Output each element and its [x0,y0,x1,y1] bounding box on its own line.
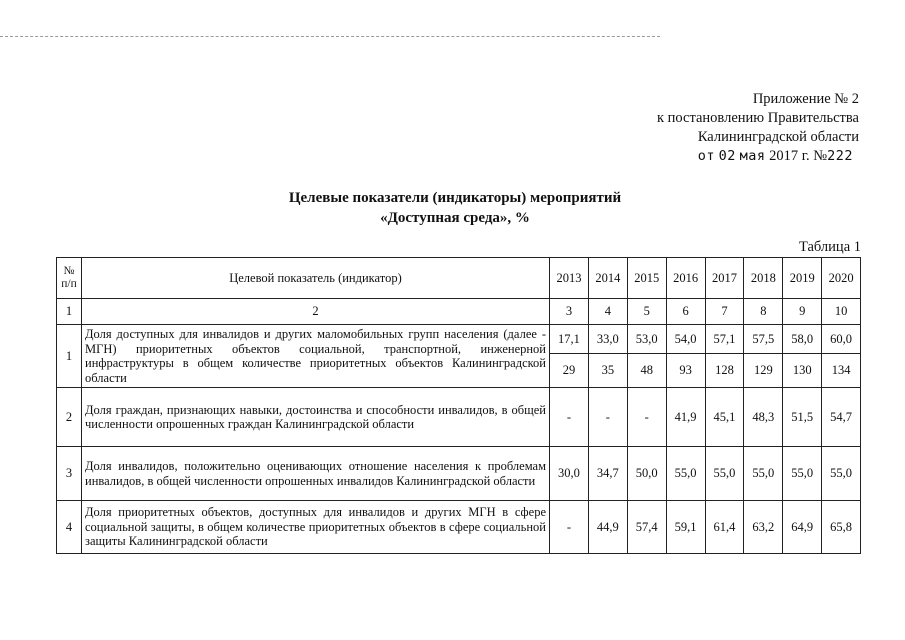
column-number: 8 [744,299,783,325]
value-cell: 50,0 [627,447,666,501]
count-cell: 48 [627,354,666,388]
value-cell: 63,2 [744,501,783,554]
header-year: 2019 [783,258,822,299]
value-cell: 55,0 [666,447,705,501]
value-cell: - [550,388,589,447]
appendix-line-3: Калининградской области [697,129,859,145]
title-line-1: Целевые показатели (индикаторы) мероприятий [288,190,622,206]
value-cell: 55,0 [705,447,744,501]
column-number: 6 [666,299,705,325]
column-numbers-row [57,299,861,325]
date-month: мая [739,148,766,164]
table-label: Таблица 1 [798,239,861,255]
count-cell: 130 [783,354,822,388]
header-year: 2020 [822,258,861,299]
indicator-name: Доля приоритетных объектов, доступных для инвалидов и других МГН в сфере социальной защиты, в общем количестве приоритетных объектов в сфере социальной защиты Калининградской области [82,501,550,554]
row-number: 2 [57,388,82,447]
value-cell: 45,1 [705,388,744,447]
scan-edge-line [0,36,660,37]
value-cell: 54,0 [666,325,705,354]
value-cell: 44,9 [588,501,627,554]
row-number: 4 [57,501,82,554]
count-cell: 35 [588,354,627,388]
count-cell: 29 [550,354,589,388]
value-cell: 64,9 [783,501,822,554]
value-cell: 55,0 [744,447,783,501]
value-cell: 57,1 [705,325,744,354]
decree-date [559,147,859,166]
column-number: 1 [57,299,82,325]
table-row [57,325,861,354]
header-indicator: Целевой показатель (индикатор) [82,258,550,299]
count-cell: 129 [744,354,783,388]
value-cell: 30,0 [550,447,589,501]
value-cell: 59,1 [666,501,705,554]
value-cell: 48,3 [744,388,783,447]
value-cell: - [588,388,627,447]
column-number: 5 [627,299,666,325]
value-cell: 55,0 [783,447,822,501]
date-day: 02 [718,148,736,164]
header-year: 2016 [666,258,705,299]
table-row [57,447,861,501]
value-cell: 33,0 [588,325,627,354]
value-cell: 65,8 [822,501,861,554]
appendix-line-1: Приложение № 2 [752,91,859,107]
value-cell: 51,5 [783,388,822,447]
header-year: 2014 [588,258,627,299]
value-cell: 17,1 [550,325,589,354]
document-title [150,188,760,228]
row-number: 1 [57,325,82,388]
indicator-name: Доля граждан, признающих навыки, достоинства и способности инвалидов, в общей численности опрошенных граждан Калининградской области [82,388,550,447]
column-number: 9 [783,299,822,325]
value-cell: - [550,501,589,554]
column-number: 4 [588,299,627,325]
value-cell: 61,4 [705,501,744,554]
count-cell: 128 [705,354,744,388]
column-number: 2 [82,299,550,325]
row-number: 3 [57,447,82,501]
appendix-line-2: к постановлению Правительства [657,110,859,126]
header-year: 2015 [627,258,666,299]
table-header-row [57,258,861,299]
value-cell: 57,4 [627,501,666,554]
header-year: 2018 [744,258,783,299]
indicator-name: Доля доступных для инвалидов и других маломобильных групп населения (далее - МГН) приоритетных объектов социальной, транспортной, инженерной инфраструктуры в общем количестве приоритетных объектов Калининградской области [82,325,550,388]
table-row [57,388,861,447]
column-number: 7 [705,299,744,325]
title-line-2: «Доступная среда», % [380,210,530,226]
value-cell: - [627,388,666,447]
table-row [57,501,861,554]
header-year: 2017 [705,258,744,299]
indicator-name: Доля инвалидов, положительно оценивающих отношение населения к проблемам инвалидов, в общей численности опрошенных инвалидов Калининградской области [82,447,550,501]
indicators-table [56,257,861,554]
appendix-header [559,90,859,166]
count-cell: 134 [822,354,861,388]
value-cell: 60,0 [822,325,861,354]
value-cell: 41,9 [666,388,705,447]
count-cell: 93 [666,354,705,388]
value-cell: 55,0 [822,447,861,501]
value-cell: 34,7 [588,447,627,501]
value-cell: 54,7 [822,388,861,447]
value-cell: 57,5 [744,325,783,354]
header-number: № п/п [57,258,82,299]
column-number: 3 [550,299,589,325]
value-cell: 58,0 [783,325,822,354]
date-prefix: от [697,148,716,164]
column-number: 10 [822,299,861,325]
date-year: 2017 г. № [769,148,828,164]
value-cell: 53,0 [627,325,666,354]
header-year: 2013 [550,258,589,299]
decree-number: 222 [827,148,853,164]
